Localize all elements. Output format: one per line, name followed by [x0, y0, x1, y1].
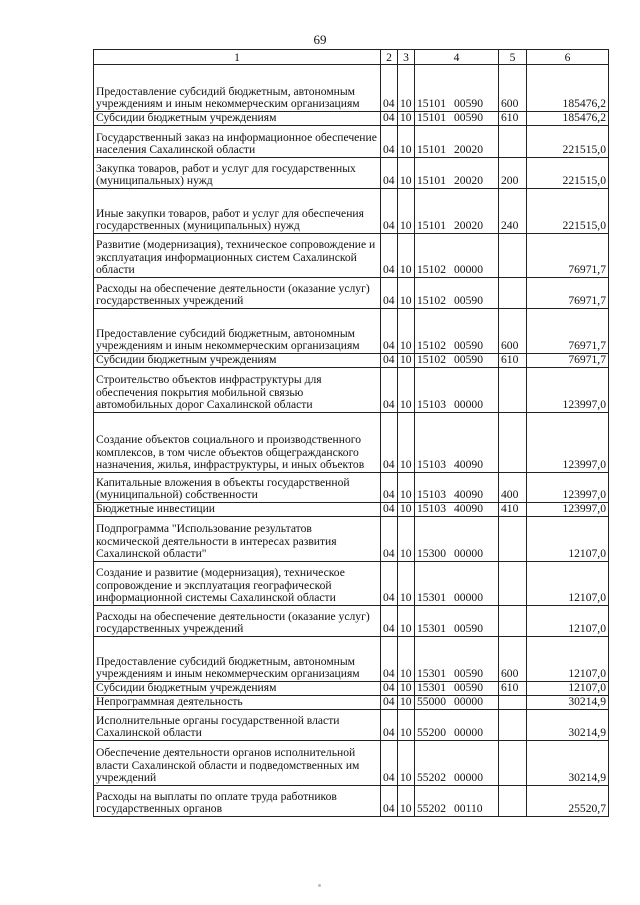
row-name-cell: Субсидии бюджетным учреждениям	[94, 112, 381, 126]
target-article-program-code: 15101	[417, 219, 446, 233]
row-expense-type-cell	[499, 696, 527, 710]
row-name-cell: Бюджетные инвестиции	[94, 503, 381, 517]
row-amount-cell: 30214,9	[527, 741, 609, 786]
row-section-cell: 04	[381, 503, 398, 517]
row-target-article-cell	[415, 682, 499, 696]
row-target-article-cell	[415, 112, 499, 126]
table-row	[94, 606, 609, 637]
table-row	[94, 786, 609, 817]
row-expense-type-cell: 610	[499, 682, 527, 696]
table-row	[94, 368, 609, 413]
row-amount-cell: 123997,0	[527, 473, 609, 503]
target-article-direction-code: 40090	[454, 458, 483, 472]
row-subsection-cell: 10	[398, 682, 415, 696]
row-section-cell: 04	[381, 112, 398, 126]
row-expense-type-cell	[499, 368, 527, 413]
target-article-program-code: 15301	[417, 622, 446, 636]
row-name-cell: Капитальные вложения в объекты государственной (муниципальной) собственности	[94, 473, 381, 503]
target-article-program-code: 15102	[417, 353, 446, 367]
row-subsection-cell: 10	[398, 309, 415, 354]
row-subsection-cell: 10	[398, 517, 415, 562]
row-target-article-cell	[415, 473, 499, 503]
row-target-article-cell	[415, 606, 499, 637]
target-article-program-code: 15101	[417, 111, 446, 125]
row-name-cell: Обеспечение деятельности органов исполнительной власти Сахалинской области и подведомственных им учреждений	[94, 741, 381, 786]
row-expense-type-cell: 410	[499, 503, 527, 517]
row-target-article-cell	[415, 65, 499, 112]
row-subsection-cell: 10	[398, 65, 415, 112]
row-name-cell: Субсидии бюджетным учреждениям	[94, 682, 381, 696]
target-article-direction-code: 00590	[454, 667, 483, 681]
row-name-cell: Создание объектов социального и производственного комплексов, в том числе объектов общегражданского назначения, жилья, инфраструктуры, и иных объектов	[94, 413, 381, 473]
row-target-article-cell	[415, 517, 499, 562]
target-article-direction-code: 00590	[454, 111, 483, 125]
row-amount-cell: 76971,7	[527, 309, 609, 354]
target-article-direction-code: 20020	[454, 219, 483, 233]
row-target-article-cell	[415, 189, 499, 234]
row-amount-cell: 30214,9	[527, 696, 609, 710]
row-name-cell: Закупка товаров, работ и услуг для государственных (муниципальных) нужд	[94, 158, 381, 189]
target-article-program-code: 15103	[417, 458, 446, 472]
table-row	[94, 696, 609, 710]
row-amount-cell: 123997,0	[527, 413, 609, 473]
row-target-article-cell	[415, 278, 499, 309]
table-row	[94, 682, 609, 696]
table-row	[94, 354, 609, 368]
target-article-direction-code: 00000	[454, 726, 483, 740]
row-amount-cell: 185476,2	[527, 65, 609, 112]
table-row	[94, 413, 609, 473]
table-row	[94, 65, 609, 112]
row-amount-cell: 30214,9	[527, 710, 609, 741]
row-amount-cell: 76971,7	[527, 354, 609, 368]
row-expense-type-cell: 600	[499, 637, 527, 682]
row-expense-type-cell	[499, 606, 527, 637]
row-section-cell: 04	[381, 278, 398, 309]
table-row	[94, 126, 609, 158]
target-article-direction-code: 20020	[454, 174, 483, 188]
row-expense-type-cell	[499, 710, 527, 741]
row-expense-type-cell: 200	[499, 158, 527, 189]
row-subsection-cell: 10	[398, 413, 415, 473]
target-article-direction-code: 00000	[454, 591, 483, 605]
row-amount-cell: 221515,0	[527, 189, 609, 234]
row-subsection-cell: 10	[398, 234, 415, 278]
page-number: 69	[313, 32, 327, 47]
row-target-article-cell	[415, 354, 499, 368]
table-row	[94, 158, 609, 189]
target-article-direction-code: 00000	[454, 398, 483, 412]
row-subsection-cell: 10	[398, 503, 415, 517]
row-section-cell: 04	[381, 126, 398, 158]
row-amount-cell: 76971,7	[527, 234, 609, 278]
target-article-program-code: 15103	[417, 488, 446, 502]
table-row	[94, 309, 609, 354]
row-subsection-cell: 10	[398, 786, 415, 817]
row-expense-type-cell	[499, 234, 527, 278]
table-row	[94, 710, 609, 741]
row-expense-type-cell: 610	[499, 354, 527, 368]
target-article-direction-code: 00590	[454, 622, 483, 636]
row-expense-type-cell: 600	[499, 309, 527, 354]
target-article-direction-code: 00000	[454, 263, 483, 277]
row-amount-cell: 221515,0	[527, 158, 609, 189]
row-subsection-cell: 10	[398, 189, 415, 234]
row-subsection-cell: 10	[398, 158, 415, 189]
row-amount-cell: 25520,7	[527, 786, 609, 817]
row-expense-type-cell	[499, 786, 527, 817]
row-expense-type-cell	[499, 741, 527, 786]
target-article-direction-code: 00590	[454, 681, 483, 695]
row-name-cell: Подпрограмма "Использование результатов космической деятельности в интересах развития Сахалинской области"	[94, 517, 381, 562]
row-section-cell: 04	[381, 786, 398, 817]
row-target-article-cell	[415, 637, 499, 682]
row-expense-type-cell	[499, 278, 527, 309]
row-name-cell: Расходы на обеспечение деятельности (оказание услуг) государственных учреждений	[94, 278, 381, 309]
row-subsection-cell: 10	[398, 473, 415, 503]
target-article-direction-code: 00000	[454, 695, 483, 709]
row-target-article-cell	[415, 503, 499, 517]
row-expense-type-cell	[499, 126, 527, 158]
row-section-cell: 04	[381, 354, 398, 368]
target-article-program-code: 15103	[417, 398, 446, 412]
table-row	[94, 189, 609, 234]
target-article-direction-code: 40090	[454, 502, 483, 516]
row-name-cell: Расходы на обеспечение деятельности (оказание услуг) государственных учреждений	[94, 606, 381, 637]
row-subsection-cell: 10	[398, 710, 415, 741]
row-section-cell: 04	[381, 562, 398, 606]
row-subsection-cell: 10	[398, 637, 415, 682]
row-name-cell: Предоставление субсидий бюджетным, автономным учреждениям и иным некоммерческим организациям	[94, 65, 381, 112]
target-article-direction-code: 00000	[454, 771, 483, 785]
table-row	[94, 473, 609, 503]
target-article-program-code: 15300	[417, 547, 446, 561]
row-amount-cell: 12107,0	[527, 637, 609, 682]
table-row	[94, 234, 609, 278]
table-row	[94, 278, 609, 309]
row-subsection-cell: 10	[398, 354, 415, 368]
column-header-subsection: 3	[398, 50, 415, 65]
row-expense-type-cell	[499, 413, 527, 473]
row-name-cell: Строительство объектов инфраструктуры для обеспечения покрытия мобильной связью автомобильных дорог Сахалинской области	[94, 368, 381, 413]
row-target-article-cell	[415, 368, 499, 413]
row-amount-cell: 76971,7	[527, 278, 609, 309]
row-section-cell: 04	[381, 606, 398, 637]
target-article-program-code: 15301	[417, 681, 446, 695]
row-subsection-cell: 10	[398, 278, 415, 309]
row-amount-cell: 123997,0	[527, 503, 609, 517]
target-article-direction-code: 00590	[454, 353, 483, 367]
row-amount-cell: 12107,0	[527, 682, 609, 696]
row-section-cell: 04	[381, 158, 398, 189]
row-section-cell: 04	[381, 309, 398, 354]
row-amount-cell: 123997,0	[527, 368, 609, 413]
row-name-cell: Субсидии бюджетным учреждениям	[94, 354, 381, 368]
row-name-cell: Иные закупки товаров, работ и услуг для обеспечения государственных (муниципальных) нужд	[94, 189, 381, 234]
row-section-cell: 04	[381, 637, 398, 682]
target-article-program-code: 15101	[417, 143, 446, 157]
row-section-cell: 04	[381, 710, 398, 741]
table-row	[94, 562, 609, 606]
row-section-cell: 04	[381, 368, 398, 413]
budget-table	[93, 49, 609, 817]
row-name-cell: Предоставление субсидий бюджетным, автономным учреждениям и иным некоммерческим организациям	[94, 309, 381, 354]
row-section-cell: 04	[381, 189, 398, 234]
column-header-expense-type: 5	[499, 50, 527, 65]
row-expense-type-cell: 240	[499, 189, 527, 234]
row-target-article-cell	[415, 158, 499, 189]
table-row	[94, 503, 609, 517]
table-row	[94, 637, 609, 682]
row-expense-type-cell: 610	[499, 112, 527, 126]
target-article-program-code: 15301	[417, 667, 446, 681]
row-subsection-cell: 10	[398, 112, 415, 126]
row-target-article-cell	[415, 710, 499, 741]
column-header-amount: 6	[527, 50, 609, 65]
target-article-direction-code: 00590	[454, 294, 483, 308]
row-expense-type-cell: 600	[499, 65, 527, 112]
row-section-cell: 04	[381, 682, 398, 696]
row-subsection-cell: 10	[398, 606, 415, 637]
table-header-row	[94, 50, 609, 65]
target-article-direction-code: 20020	[454, 143, 483, 157]
row-section-cell: 04	[381, 413, 398, 473]
target-article-program-code: 55202	[417, 771, 446, 785]
target-article-program-code: 15102	[417, 263, 446, 277]
target-article-program-code: 15301	[417, 591, 446, 605]
target-article-program-code: 15103	[417, 502, 446, 516]
row-name-cell: Исполнительные органы государственной власти Сахалинской области	[94, 710, 381, 741]
row-target-article-cell	[415, 234, 499, 278]
row-target-article-cell	[415, 786, 499, 817]
row-section-cell: 04	[381, 65, 398, 112]
row-amount-cell: 185476,2	[527, 112, 609, 126]
column-header-section: 2	[381, 50, 398, 65]
row-name-cell: Создание и развитие (модернизация), техническое сопровождение и эксплуатация географической информационной системы Сахалинской области	[94, 562, 381, 606]
row-section-cell: 04	[381, 696, 398, 710]
table-row	[94, 517, 609, 562]
row-amount-cell: 12107,0	[527, 562, 609, 606]
row-target-article-cell	[415, 741, 499, 786]
row-section-cell: 04	[381, 741, 398, 786]
row-amount-cell: 12107,0	[527, 606, 609, 637]
row-target-article-cell	[415, 309, 499, 354]
row-section-cell: 04	[381, 234, 398, 278]
target-article-direction-code: 40090	[454, 488, 483, 502]
row-amount-cell: 12107,0	[527, 517, 609, 562]
row-expense-type-cell	[499, 517, 527, 562]
target-article-program-code: 15101	[417, 97, 446, 111]
row-section-cell: 04	[381, 517, 398, 562]
row-name-cell: Расходы на выплаты по оплате труда работников государственных органов	[94, 786, 381, 817]
target-article-direction-code: 00590	[454, 97, 483, 111]
row-subsection-cell: 10	[398, 696, 415, 710]
target-article-program-code: 15102	[417, 339, 446, 353]
target-article-direction-code: 00110	[454, 802, 483, 816]
row-name-cell: Развитие (модернизация), техническое сопровождение и эксплуатация информационных систем Сахалинской области	[94, 234, 381, 278]
table-row	[94, 112, 609, 126]
column-header-target-article: 4	[415, 50, 499, 65]
target-article-program-code: 55202	[417, 802, 446, 816]
target-article-program-code: 55200	[417, 726, 446, 740]
target-article-direction-code: 00590	[454, 339, 483, 353]
target-article-program-code: 15102	[417, 294, 446, 308]
target-article-program-code: 55000	[417, 695, 446, 709]
target-article-direction-code: 00000	[454, 547, 483, 561]
table-row	[94, 741, 609, 786]
row-target-article-cell	[415, 413, 499, 473]
scan-dot	[318, 884, 321, 887]
row-target-article-cell	[415, 696, 499, 710]
row-subsection-cell: 10	[398, 741, 415, 786]
row-name-cell: Предоставление субсидий бюджетным, автономным учреждениям и иным некоммерческим организациям	[94, 637, 381, 682]
target-article-program-code: 15101	[417, 174, 446, 188]
row-section-cell: 04	[381, 473, 398, 503]
column-header-name: 1	[94, 50, 381, 65]
row-target-article-cell	[415, 562, 499, 606]
row-amount-cell: 221515,0	[527, 126, 609, 158]
row-expense-type-cell	[499, 562, 527, 606]
row-name-cell: Непрограммная деятельность	[94, 696, 381, 710]
row-name-cell: Государственный заказ на информационное обеспечение населения Сахалинской области	[94, 126, 381, 158]
row-target-article-cell	[415, 126, 499, 158]
row-expense-type-cell: 400	[499, 473, 527, 503]
row-subsection-cell: 10	[398, 126, 415, 158]
row-subsection-cell: 10	[398, 562, 415, 606]
row-subsection-cell: 10	[398, 368, 415, 413]
